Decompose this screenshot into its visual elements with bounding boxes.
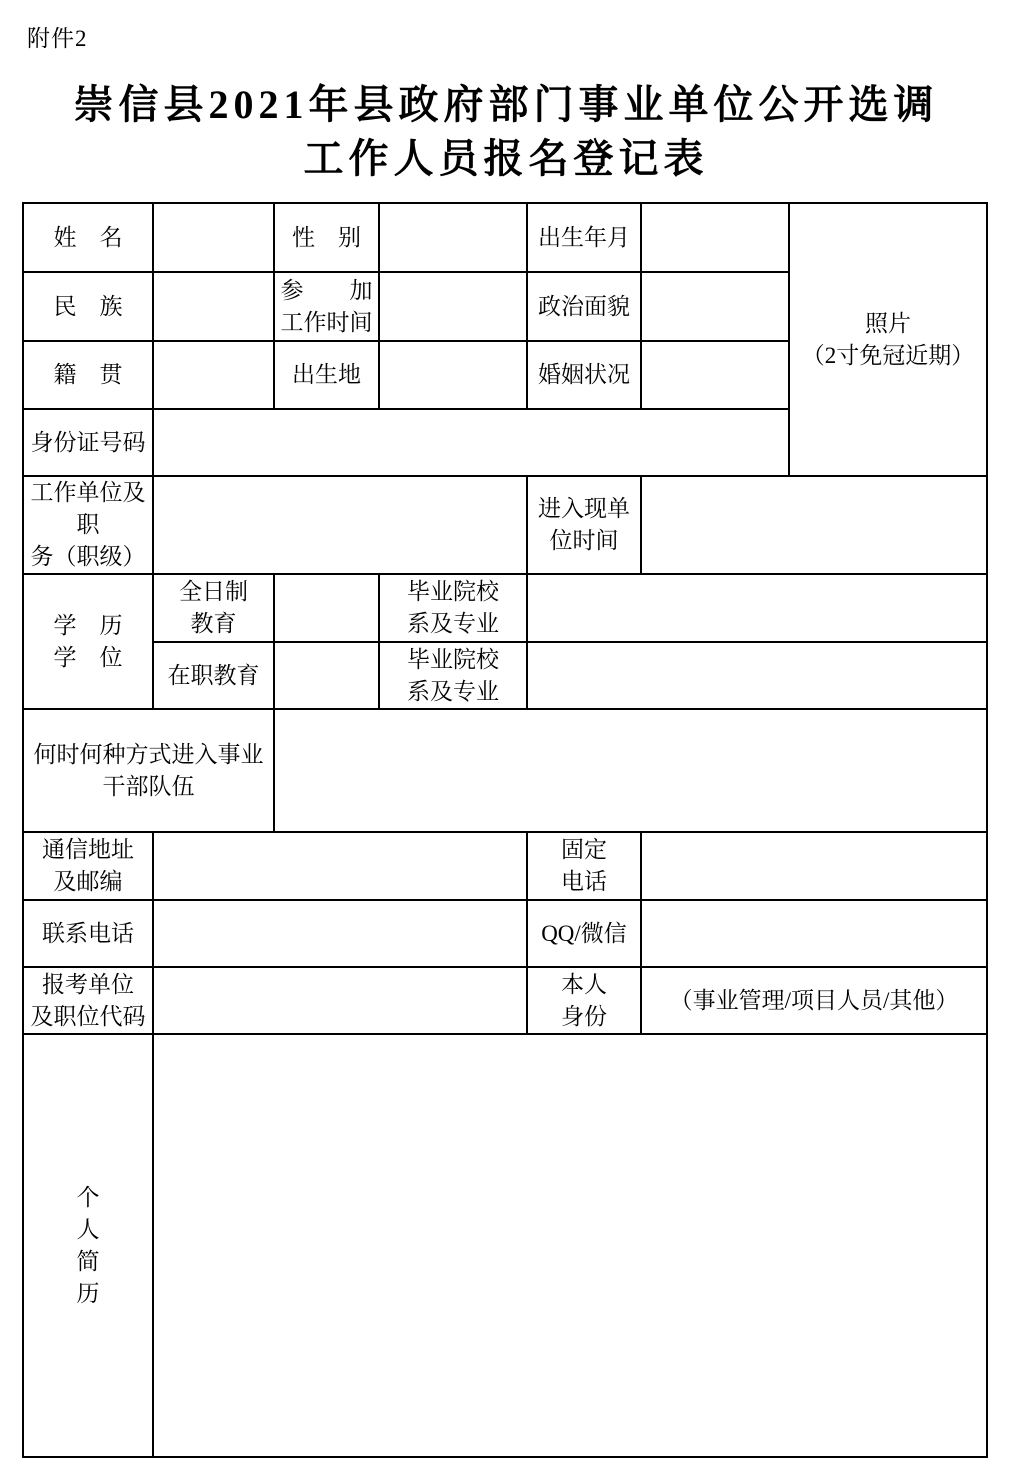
apply-unit-label-cell [23, 967, 153, 1034]
landline-label-cell [527, 832, 641, 900]
page-title [0, 78, 1012, 186]
row-fulltime-education [23, 574, 987, 642]
photo-label-line-2: （2寸免冠近期） [801, 342, 975, 368]
work-unit-label-cell [23, 476, 153, 574]
identity-label-line-1: 本人 [561, 971, 607, 997]
current-unit-time-label-cell [527, 476, 641, 574]
inservice-graduate-school-value-cell[interactable] [527, 642, 987, 709]
apply-unit-label-line-2: 及职位代码 [30, 1003, 146, 1029]
current-unit-time-label-line-2: 位时间 [549, 528, 619, 553]
inservice-graduate-school-line-2: 系及专业 [407, 678, 499, 704]
name-label-cell: 姓 名 [23, 203, 153, 272]
resume-value-cell[interactable] [153, 1034, 987, 1457]
entry-method-label-line-2: 干部队伍 [102, 773, 195, 799]
title-line-2: 工作人员报名登记表 [303, 136, 709, 181]
landline-label-line-1: 固定 [561, 837, 607, 862]
entry-method-label-line-1: 何时何种方式进入事业 [33, 741, 264, 767]
apply-unit-value-cell[interactable] [153, 967, 527, 1034]
ethnicity-label-cell: 民 族 [23, 272, 153, 341]
resume-label-char-1: 个 [76, 1184, 100, 1210]
landline-value-cell[interactable] [641, 832, 987, 900]
ethnicity-value-cell[interactable] [153, 272, 274, 341]
resume-label-char-4: 历 [76, 1280, 100, 1306]
identity-options-cell[interactable]: （事业管理/项目人员/其他） [641, 967, 987, 1034]
inservice-graduate-school-line-1: 毕业院校 [407, 646, 499, 672]
attachment-label: 附件2 [27, 26, 88, 51]
current-unit-time-value-cell[interactable] [641, 476, 987, 574]
id-number-value-cell[interactable] [153, 409, 789, 476]
resume-label-cell [23, 1034, 153, 1457]
fulltime-graduate-school-line-2: 系及专业 [407, 611, 499, 636]
title-line-1: 崇信县2021年县政府部门事业单位公开选调 [73, 82, 939, 127]
fulltime-edu-value-cell[interactable] [274, 574, 379, 642]
identity-label-line-2: 身份 [561, 1003, 607, 1029]
entry-method-label-cell [23, 709, 274, 832]
work-start-value-cell[interactable] [379, 272, 527, 341]
birth-date-value-cell[interactable] [641, 203, 789, 272]
fulltime-edu-label-cell [153, 574, 274, 642]
fulltime-graduate-school-line-1: 毕业院校 [407, 579, 499, 604]
apply-unit-label-line-1: 报考单位 [42, 971, 134, 997]
fulltime-graduate-school-label-cell [379, 574, 527, 642]
entry-method-value-cell[interactable] [274, 709, 987, 832]
work-unit-label-line-2: 务（职级） [30, 544, 146, 569]
fulltime-graduate-school-value-cell[interactable] [527, 574, 987, 642]
row-work-unit [23, 476, 987, 574]
address-value-cell[interactable] [153, 832, 527, 900]
education-label-line-2: 学 位 [53, 644, 123, 670]
photo-placeholder-cell[interactable] [789, 203, 987, 476]
registration-form-table [22, 202, 988, 1458]
native-place-value-cell[interactable] [153, 341, 274, 409]
contact-phone-value-cell[interactable] [153, 900, 527, 967]
identity-label-cell [527, 967, 641, 1034]
address-label-cell [23, 832, 153, 900]
address-label-line-1: 通信地址 [42, 837, 134, 862]
fulltime-edu-label-line-2: 教育 [190, 611, 237, 636]
name-value-cell[interactable] [153, 203, 274, 272]
marital-status-label-cell: 婚姻状况 [527, 341, 641, 409]
current-unit-time-label-line-1: 进入现单 [538, 496, 630, 521]
work-start-label-line-2: 工作时间 [280, 309, 373, 335]
row-entry-method [23, 709, 987, 832]
birthplace-label-cell: 出生地 [274, 341, 379, 409]
row-contact-phone [23, 900, 987, 967]
marital-status-value-cell[interactable] [641, 341, 789, 409]
birthplace-value-cell[interactable] [379, 341, 527, 409]
birth-date-label-cell: 出生年月 [527, 203, 641, 272]
resume-label-char-3: 简 [76, 1248, 100, 1274]
qq-wechat-value-cell[interactable] [641, 900, 987, 967]
photo-label-line-1: 照片 [865, 310, 911, 336]
education-label-cell [23, 574, 153, 709]
fulltime-edu-label-line-1: 全日制 [179, 579, 248, 604]
native-place-label-cell: 籍 贯 [23, 341, 153, 409]
row-inservice-education [23, 642, 987, 709]
landline-label-line-2: 电话 [561, 869, 607, 894]
id-number-label-cell: 身份证号码 [23, 409, 153, 476]
work-start-label-cell [274, 272, 379, 341]
gender-value-cell[interactable] [379, 203, 527, 272]
work-unit-label-line-1: 工作单位及职 [30, 480, 146, 537]
row-name [23, 203, 987, 272]
political-status-value-cell[interactable] [641, 272, 789, 341]
work-start-label-line-1: 参 加 [280, 277, 373, 303]
inservice-edu-value-cell[interactable] [274, 642, 379, 709]
row-apply-unit [23, 967, 987, 1034]
education-label-line-1: 学 历 [53, 612, 123, 638]
gender-label-cell: 性 别 [274, 203, 379, 272]
work-unit-value-cell[interactable] [153, 476, 527, 574]
inservice-graduate-school-label-cell [379, 642, 527, 709]
resume-label-char-2: 人 [76, 1216, 100, 1242]
contact-phone-label-cell: 联系电话 [23, 900, 153, 967]
address-label-line-2: 及邮编 [53, 869, 123, 894]
row-resume [23, 1034, 987, 1457]
inservice-edu-label-cell: 在职教育 [153, 642, 274, 709]
political-status-label-cell: 政治面貌 [527, 272, 641, 341]
row-address [23, 832, 987, 900]
qq-wechat-label-cell: QQ/微信 [527, 900, 641, 967]
